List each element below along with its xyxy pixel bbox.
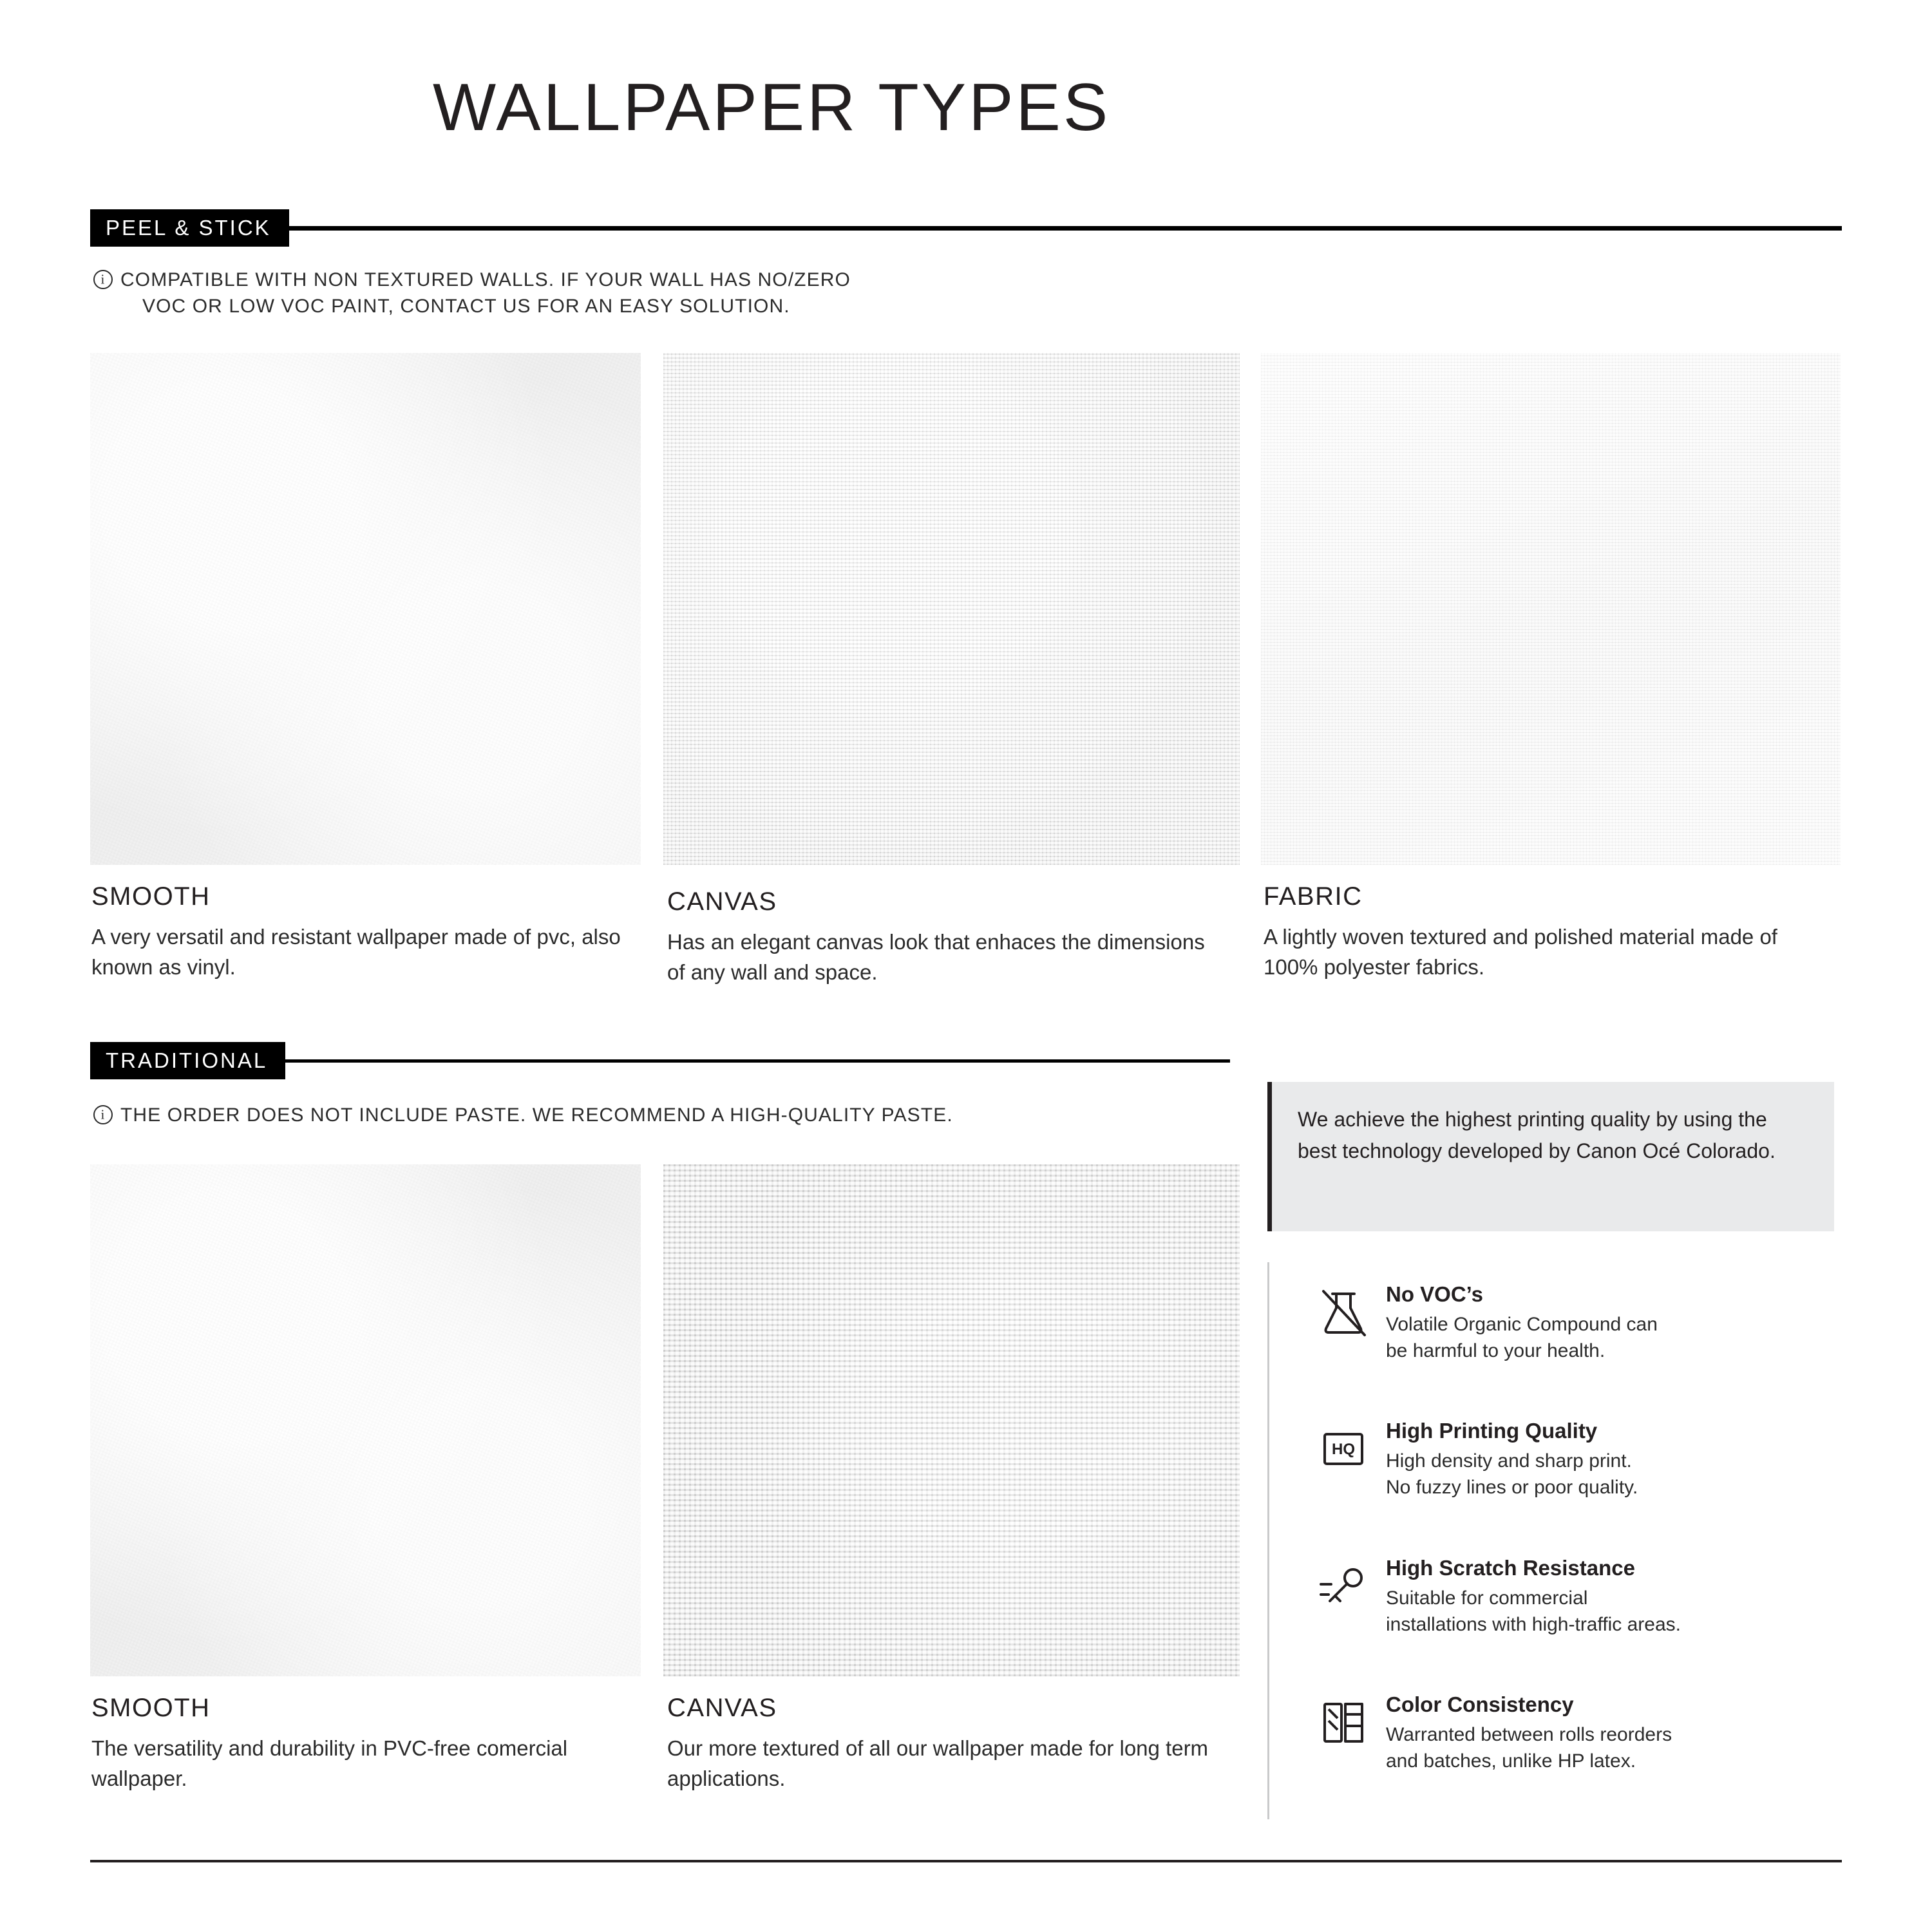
caption-title-peel-smooth: SMOOTH bbox=[91, 882, 211, 911]
feature-line1-high-scratch-resistance: Suitable for commercial bbox=[1386, 1587, 1588, 1609]
caption-body-peel-fabric: A lightly woven textured and polished material made of 100% polyester fabrics. bbox=[1264, 925, 1777, 979]
note-peel-stick-line2: VOC OR LOW VOC PAINT, CONTACT US FOR AN EASY SOLUTION. bbox=[142, 295, 790, 317]
feature-line1-color-consistency: Warranted between rolls reorders bbox=[1386, 1723, 1672, 1745]
color-consistency-icon bbox=[1312, 1692, 1374, 1754]
caption-body-peel-canvas: Has an elegant canvas look that enhaces the dimensions of any wall and space. bbox=[667, 930, 1205, 984]
swatch-peel-stick-fabric bbox=[1261, 353, 1841, 865]
section-header-peel-stick bbox=[90, 209, 1842, 247]
feature-line2-no-voc: be harmful to your health. bbox=[1386, 1340, 1605, 1361]
caption-title-peel-canvas: CANVAS bbox=[667, 887, 777, 916]
swatch-peel-stick-canvas bbox=[663, 353, 1240, 865]
feature-title-high-printing-quality: High Printing Quality bbox=[1386, 1419, 1598, 1443]
note-traditional bbox=[93, 1103, 1227, 1129]
swatch-traditional-canvas bbox=[663, 1164, 1240, 1676]
footer-rule bbox=[90, 1860, 1842, 1862]
hq-print-icon bbox=[1312, 1418, 1374, 1480]
feature-line1-high-printing-quality: High density and sharp print. bbox=[1386, 1450, 1632, 1472]
caption-body-trad-smooth: The versatility and durability in PVC-free comercial wallpaper. bbox=[91, 1736, 568, 1790]
section-tag-traditional: TRADITIONAL bbox=[90, 1042, 285, 1079]
swatch-traditional-smooth bbox=[90, 1164, 641, 1676]
caption-body-peel-smooth: A very versatil and resistant wallpaper made of pvc, also known as vinyl. bbox=[91, 925, 621, 979]
feature-high-printing-quality bbox=[1312, 1418, 1841, 1501]
info-icon bbox=[93, 270, 113, 289]
svg-text:HQ: HQ bbox=[1332, 1441, 1355, 1458]
scratch-resistance-icon bbox=[1312, 1555, 1374, 1617]
caption-title-peel-fabric: FABRIC bbox=[1264, 882, 1363, 911]
no-voc-icon bbox=[1312, 1282, 1374, 1343]
swatch-peel-stick-smooth bbox=[90, 353, 641, 865]
caption-title-trad-smooth: SMOOTH bbox=[91, 1694, 211, 1722]
quality-quote-box bbox=[1267, 1082, 1834, 1231]
feature-title-high-scratch-resistance: High Scratch Resistance bbox=[1386, 1556, 1635, 1580]
section-tag-peel-stick: PEEL & STICK bbox=[90, 209, 289, 247]
note-peel-stick bbox=[93, 267, 1188, 319]
note-peel-stick-line1: COMPATIBLE WITH NON TEXTURED WALLS. IF YOUR WALL HAS NO/ZERO bbox=[120, 269, 851, 290]
feature-list-divider bbox=[1267, 1262, 1269, 1819]
feature-title-color-consistency: Color Consistency bbox=[1386, 1692, 1574, 1716]
feature-title-no-voc: No VOC’s bbox=[1386, 1282, 1483, 1306]
feature-line2-high-scratch-resistance: installations with high-traffic areas. bbox=[1386, 1613, 1681, 1635]
note-traditional-text: THE ORDER DOES NOT INCLUDE PASTE. WE RECOMMEND A HIGH-QUALITY PASTE. bbox=[120, 1104, 953, 1126]
caption-title-trad-canvas: CANVAS bbox=[667, 1694, 777, 1722]
page-title: WALLPAPER TYPES bbox=[433, 70, 1111, 145]
feature-line1-no-voc: Volatile Organic Compound can bbox=[1386, 1313, 1658, 1335]
caption-body-trad-canvas: Our more textured of all our wallpaper made for long term applications. bbox=[667, 1736, 1209, 1790]
quality-quote-text: We achieve the highest printing quality by using the best technology developed by Canon Océ Colorado. bbox=[1298, 1108, 1776, 1162]
feature-line2-color-consistency: and batches, unlike HP latex. bbox=[1386, 1750, 1636, 1772]
section-rule bbox=[289, 226, 1842, 231]
info-icon bbox=[93, 1105, 113, 1124]
section-header-traditional bbox=[90, 1042, 1230, 1079]
feature-line2-high-printing-quality: No fuzzy lines or poor quality. bbox=[1386, 1476, 1638, 1498]
feature-high-scratch-resistance bbox=[1312, 1555, 1841, 1638]
feature-color-consistency bbox=[1312, 1692, 1841, 1774]
section-rule bbox=[285, 1059, 1230, 1063]
feature-no-voc bbox=[1312, 1282, 1841, 1364]
